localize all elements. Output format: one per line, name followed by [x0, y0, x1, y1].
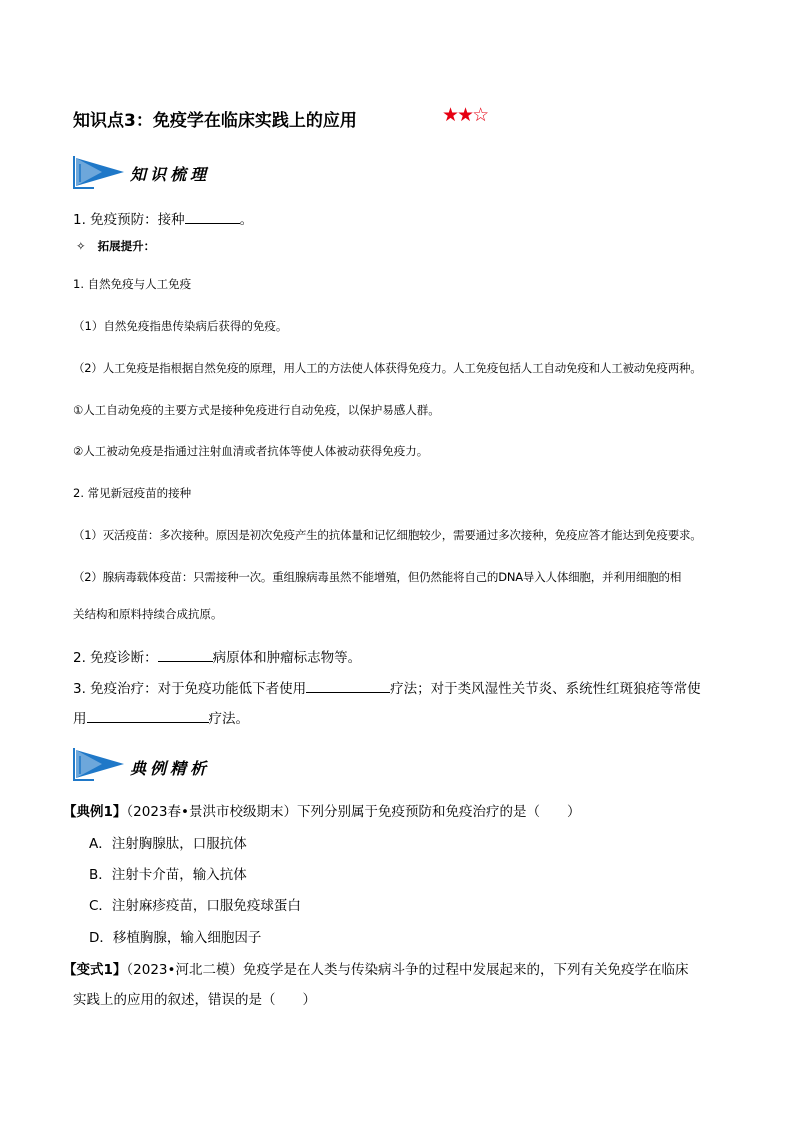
- section-arrow-icon: [72, 744, 126, 784]
- fill-blank[interactable]: [87, 710, 209, 723]
- variant-tag: 【变式1】: [63, 962, 127, 978]
- item3-text: 3. 免疫治疗：对于免疫功能低下者使用: [73, 681, 307, 697]
- para-1: 1. 自然免疫与人工免疫: [73, 277, 192, 291]
- review-item-3: [73, 677, 701, 697]
- para-9: 关结构和原料持续合成抗原。: [73, 607, 223, 621]
- review-item-3-line2: [73, 707, 249, 727]
- fill-blank[interactable]: [306, 680, 390, 693]
- variant-source: （2023•河北二模）: [126, 962, 243, 978]
- example-question-text: 下列分别属于免疫预防和免疫治疗的是（ ）: [296, 804, 581, 820]
- item1-end: 。: [239, 212, 254, 228]
- para-2: （1）自然免疫指患传染病后获得的免疫。: [73, 319, 288, 333]
- example-tag: 【典例1】: [63, 804, 127, 820]
- expand-heading: [76, 238, 155, 254]
- review-item-2: [73, 646, 361, 666]
- option-b[interactable]: B．注射卡介苗，输入抗体: [89, 867, 247, 883]
- fill-blank[interactable]: [185, 211, 240, 224]
- option-a[interactable]: A．注射胸腺肽，口服抗体: [89, 836, 247, 852]
- section-arrow-icon: [72, 152, 126, 192]
- item3-l2-text: 用: [73, 711, 87, 727]
- example-question: [63, 800, 580, 820]
- item2-text: 2. 免疫诊断：: [73, 650, 158, 666]
- option-d[interactable]: D．移植胸腺，输入细胞因子: [89, 930, 262, 946]
- option-c[interactable]: C．注射麻疹疫苗，口服免疫球蛋白: [89, 898, 301, 914]
- item3-mid: 疗法；对于类风湿性关节炎、系统性红斑狼疮等常使: [390, 681, 701, 697]
- para-5: ②人工被动免疫是指通过注射血清或者抗体等使人体被动获得免疫力。: [73, 444, 429, 458]
- para-7: （1）灭活疫苗：多次接种。原因是初次免疫产生的抗体量和记忆细胞较少，需要通过多次接种，免疫应答才能达到免疫要求。: [73, 528, 702, 542]
- para-8: （2）腺病毒载体疫苗：只需接种一次。重组腺病毒虽然不能增殖，但仍然能将自己的DNA导入人体细胞，并利用细胞的相: [73, 570, 682, 584]
- section-title-example: 典例精析: [130, 759, 211, 778]
- difficulty-stars: ★★☆: [442, 104, 488, 126]
- page-title: 知识点3：免疫学在临床实践上的应用: [73, 111, 357, 131]
- item2-end: 病原体和肿瘤标志物等。: [212, 650, 362, 666]
- para-3: （2）人工免疫是指根据自然免疫的原理，用人工的方法使人体获得免疫力。人工免疫包括人工自动免疫和人工被动免疫两种。: [73, 361, 702, 375]
- example-source: （2023春•景洪市校级期末）: [126, 804, 297, 820]
- item3-l2-end: 疗法。: [208, 711, 249, 727]
- variant-line-1: 免疫学是在人类与传染病斗争的过程中发展起来的，下列有关免疫学在临床: [242, 962, 689, 978]
- variant-line-2: 实践上的应用的叙述，错误的是（ ）: [73, 992, 316, 1008]
- fill-blank[interactable]: [158, 649, 213, 662]
- item1-text: 1. 免疫预防：接种: [73, 212, 185, 228]
- diamond-bullet-icon: ✧: [76, 239, 86, 253]
- expand-label: 拓展提升：: [97, 239, 156, 253]
- para-6: 2. 常见新冠疫苗的接种: [73, 486, 192, 500]
- section-title-review: 知识梳理: [130, 165, 211, 184]
- para-4: ①人工自动免疫的主要方式是接种免疫进行自动免疫，以保护易感人群。: [73, 403, 440, 417]
- variant-question: [63, 958, 688, 978]
- review-item-1: [73, 208, 253, 228]
